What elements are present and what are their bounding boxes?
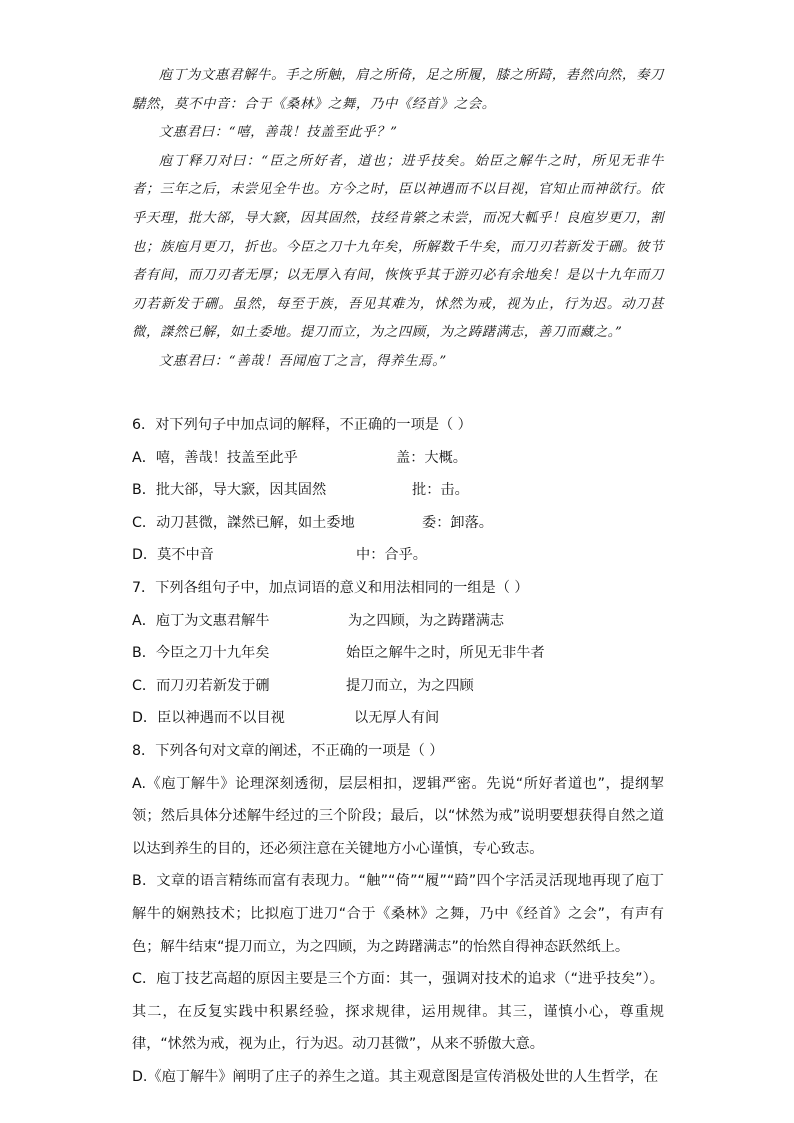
passage-paragraph-2: 文惠君曰：“嘻，善哉！技盖至此乎？” [158,125,398,141]
question-8-option-c: C．庖丁技艺高超的原因主要是三个方面：其一，强调对技术的追求（“进乎技矣”）。其二，在反复实践中积累经验，探求规律，运用规律。其三，谨慎小心，尊重规律，“怵然为戒，视为止，行为迟。动刀甚微”，从来不骄傲大意。 [132,971,664,1053]
option-text: C．而刀刃若新发于硎 [132,677,270,694]
option-text: B．今臣之刀十九年矣 [132,645,270,662]
option-text: D．臣以神遇而不以目视 [132,710,285,727]
option-text: C．动刀甚微，謋然已解，如土委地 [132,514,355,531]
question-6-option-a [132,442,664,475]
option-explanation: 批：击。 [412,482,469,499]
option-text: A．嘻，善哉！技盖至此乎 [132,449,298,466]
option-explanation: 中：合乎。 [356,547,427,564]
option-text: A．庖丁为文惠君解牛 [132,612,270,629]
passage-paragraph-1: 庖丁为文惠君解牛。手之所触，肩之所倚，足之所履，膝之所踦，砉然向然，奏刀騞然，莫不中音：合于《桑林》之舞，乃中《经首》之会。 [132,68,664,112]
question-8 [132,735,664,1094]
option-explanation: 委：卸落。 [422,514,493,531]
option-text: B．批大郤，导大窾，因其固然 [132,482,327,499]
passage-paragraph-3: 庖丁释刀对曰：“臣之所好者，道也；进乎技矣。始臣之解牛之时，所见无非牛者；三年之后，未尝见全牛也。方今之时，臣以神遇而不以目视，官知止而神欲行。依乎天理，批大郤，导大窾，因其固然，技经肯綮之未尝，而况大軱乎！良庖岁更刀，割也；族庖月更刀，折也。今臣之刀十九年矣，所解数千牛矣，而刀刃若新发于硎。彼节者有间，而刀刃者无厚；以无厚入有间，恢恢乎其于游刃必有余地矣！是以十九年而刀刃若新发于硎。虽然，每至于族，吾见其难为，怵然为戒，视为止，行为迟。动刀甚微，謋然已解，如土委地。提刀而立，为之四顾，为之踌躇满志，善刀而藏之。” [132,153,664,341]
question-7-option-d [132,702,664,735]
question-7-option-a [132,605,664,638]
question-6-option-c [132,507,664,540]
question-8-option-a: A.《庖丁解牛》论理深刻透彻，层层相扣，逻辑严密。先说“所好者道也”，提纲挈领；然后具体分述解牛经过的三个阶段；最后，以“怵然为戒”说明要想获得自然之道以达到养生的目的，还必须注意在关键地方小心谨慎，专心致志。 [132,775,664,857]
question-8-option-d: D.《庖丁解牛》阐明了庄子的养生之道。其主观意图是宣传消极处世的人生哲学，在 [132,1068,659,1085]
question-8-stem: 8．下列各句对文章的阐述，不正确的一项是（ ） [132,742,444,759]
passage-paragraph-4: 文惠君曰：“善哉！吾闻庖丁之言，得养生焉。” [158,353,447,369]
option-comparison: 为之四顾，为之踌躇满志 [348,612,505,629]
question-7-stem: 7．下列各组句子中，加点词语的意义和用法相同的一组是（ ） [132,579,529,596]
question-6-stem: 6．对下列句子中加点词的解释，不正确的一项是（ ） [132,417,472,433]
classical-passage [132,62,664,377]
question-7-option-c [132,670,664,703]
option-comparison: 提刀而立，为之四顾 [346,677,474,694]
option-text: D．莫不中音 [132,547,214,564]
question-7-option-b [132,637,664,670]
question-6-option-d [132,539,664,572]
question-6 [132,409,664,572]
question-7 [132,572,664,735]
questions-section [132,409,664,1093]
option-explanation: 盖：大概。 [396,449,467,466]
question-8-option-b: B．文章的语言精练而富有表现力。“触”“倚”“履”“踦”四个字活灵活现地再现了庖丁解牛的娴熟技术；比拟庖丁进刀“合于《桑林》之舞，乃中《经首》之会”，有声有色；解牛结束“提刀而立，为之四顾，为之踌躇满志”的怡然自得神态跃然纸上。 [132,873,664,955]
option-comparison: 以无厚人有间 [354,710,440,727]
question-6-option-b [132,474,664,507]
option-comparison: 始臣之解牛之时，所见无非牛者 [346,645,545,662]
